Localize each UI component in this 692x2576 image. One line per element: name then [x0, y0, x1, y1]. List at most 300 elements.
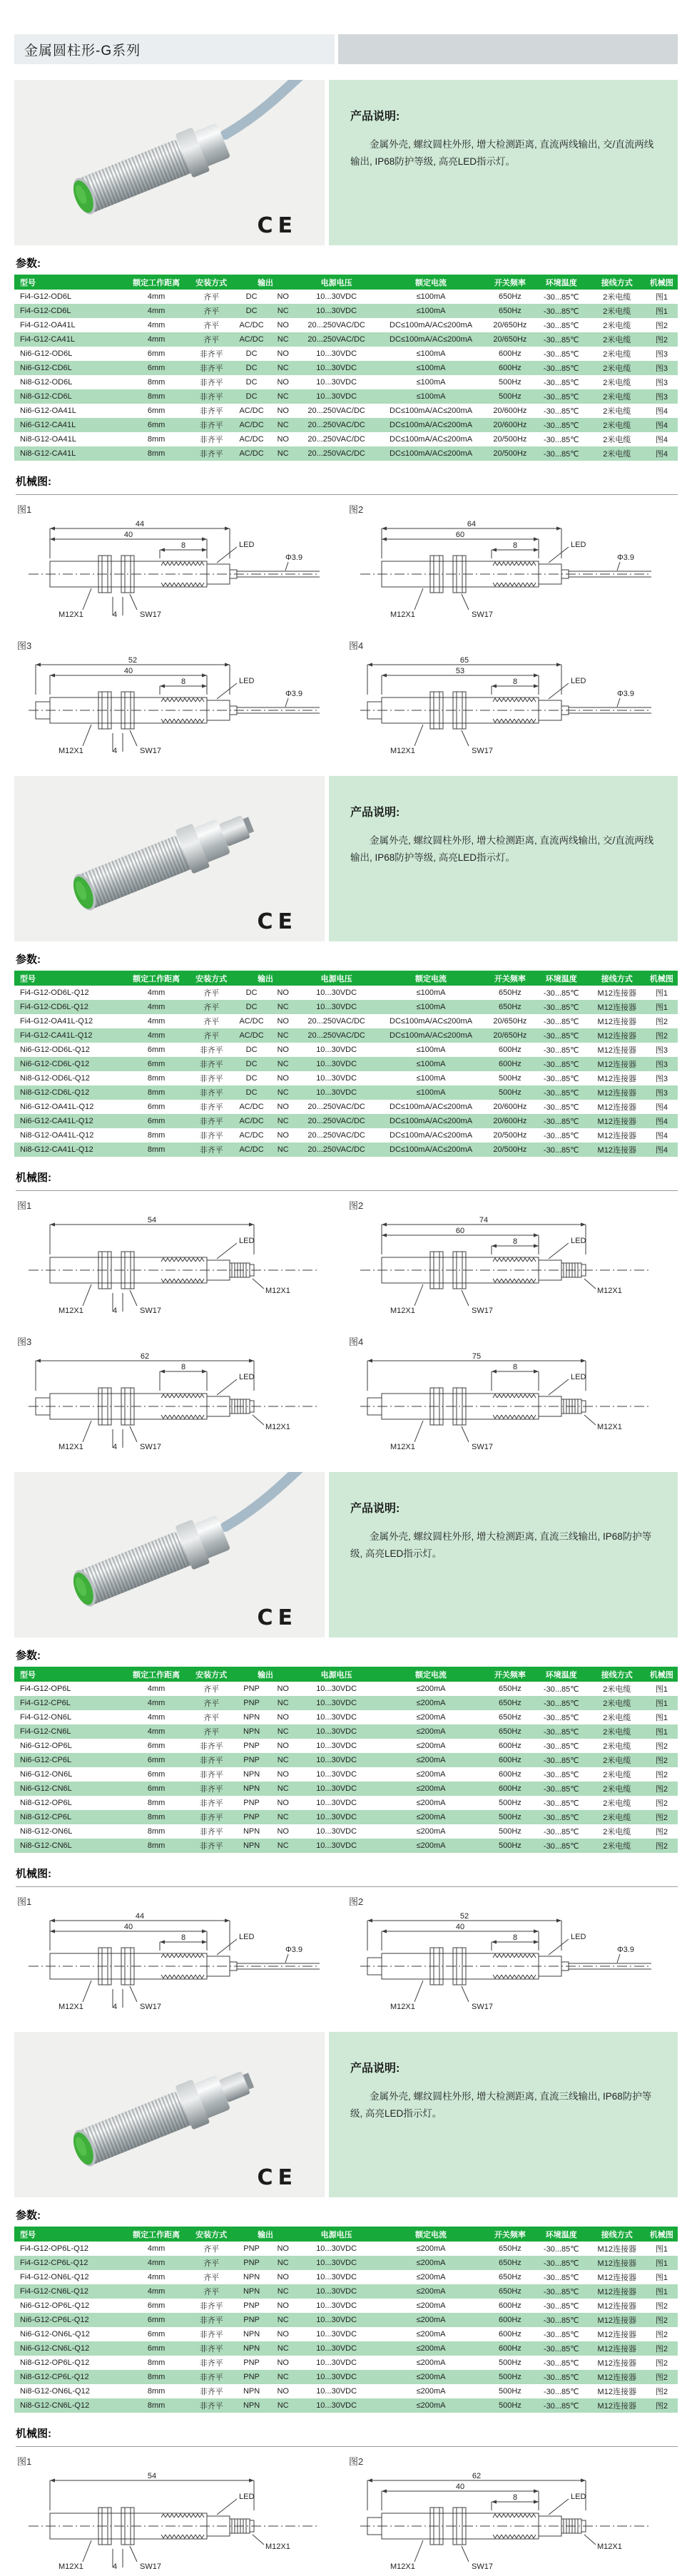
cell-mounting: 非齐平	[199, 2331, 223, 2339]
figure-label: 图2	[349, 1896, 364, 1907]
svg-text:44: 44	[135, 1912, 145, 1921]
cell-model: Fi4-G12-OD6L-Q12	[20, 988, 89, 997]
mechanical-figure	[346, 1195, 674, 1320]
table-row	[14, 1782, 678, 1796]
parameters-heading: 参数:	[16, 1650, 41, 1662]
cell-wiring: M12连接器	[597, 2359, 636, 2368]
cell-output-state: NC	[277, 2316, 289, 2324]
cell-switching-frequency: 600Hz	[499, 364, 521, 372]
svg-text:M12X1: M12X1	[58, 610, 83, 619]
cell-switching-frequency: 600Hz	[499, 1060, 521, 1068]
cell-rated-distance: 6mm	[147, 1784, 166, 1793]
cell-mech-figure: 图1	[655, 2288, 668, 2296]
cell-output-state: NO	[277, 1770, 289, 1779]
cell-mounting: 非齐平	[199, 2388, 223, 2396]
cell-output-type: AC/DC	[239, 435, 264, 444]
cell-mounting: 齐平	[203, 1032, 220, 1041]
cell-output-state: NC	[277, 2259, 289, 2267]
cell-wiring: 2米电缆	[603, 1742, 631, 1751]
cell-rated-current: ≤200mA	[416, 1699, 446, 1707]
cell-rated-distance: 4mm	[147, 1699, 166, 1707]
cell-mounting: 非齐平	[199, 436, 223, 444]
cell-rated-distance: 4mm	[147, 335, 166, 344]
cell-output-type: AC/DC	[239, 407, 264, 415]
figure-label: 图1	[17, 504, 32, 515]
cell-wiring: 2米电缆	[603, 1785, 631, 1794]
svg-text:8: 8	[180, 1363, 186, 1371]
cell-wiring: 2米电缆	[603, 379, 631, 387]
mechanical-drawing	[346, 2469, 660, 2576]
cell-mech-figure: 图4	[655, 1118, 668, 1126]
cell-supply-voltage: 10...30VDC	[316, 988, 357, 997]
cell-wiring: 2米电缆	[603, 1700, 631, 1708]
cell-wiring: M12连接器	[597, 1103, 636, 1112]
cell-rated-distance: 6mm	[147, 364, 166, 372]
cell-output-state: NC	[277, 2373, 289, 2381]
cell-output-state: NO	[277, 2387, 289, 2396]
cell-model: Ni6-G12-CA41L-Q12	[20, 1117, 93, 1125]
table-row	[14, 1043, 678, 1057]
svg-text:Φ3.9: Φ3.9	[285, 553, 303, 562]
cell-mech-figure: 图2	[655, 2331, 668, 2339]
svg-text:40: 40	[123, 1923, 133, 1931]
cell-ambient-temperature: -30...85℃	[543, 1742, 579, 1751]
svg-text:4: 4	[112, 2003, 118, 2011]
cell-switching-frequency: 20/500Hz	[493, 449, 527, 458]
svg-text:M12X1: M12X1	[597, 1287, 622, 1295]
column-header-mounting: 安装方式	[188, 2227, 234, 2242]
cell-wiring: 2米电缆	[603, 364, 631, 373]
cell-supply-voltage: 10...30VDC	[316, 2373, 357, 2381]
cell-output-type: PNP	[243, 2301, 260, 2310]
cell-mounting: 齐平	[203, 336, 220, 344]
column-header-mech-figure: 机械图	[646, 2227, 678, 2242]
table-row	[14, 290, 678, 304]
cell-rated-distance: 4mm	[147, 2259, 166, 2267]
cell-ambient-temperature: -30...85℃	[543, 1770, 579, 1779]
cell-output-type: AC/DC	[239, 1031, 264, 1040]
figure-label: 图1	[17, 1896, 32, 1907]
column-header-output-type: 输出	[234, 971, 297, 986]
svg-text:60: 60	[455, 531, 465, 539]
cell-switching-frequency: 20/650Hz	[493, 1017, 527, 1026]
ce-mark-label: CE	[257, 2165, 297, 2190]
cell-output-type: DC	[245, 307, 258, 315]
column-header-output-type: 输出	[234, 2227, 297, 2242]
cell-wiring: 2米电缆	[603, 293, 631, 302]
cell-mounting: 齐平	[203, 1685, 220, 1694]
cell-model: Fi4-G12-CN6L	[20, 1727, 71, 1736]
svg-text:SW17: SW17	[140, 1307, 161, 1315]
cell-output-type: DC	[245, 1060, 258, 1068]
figure-label: 图3	[17, 640, 32, 651]
cell-supply-voltage: 10...30VDC	[316, 2273, 357, 2281]
ce-mark-label: CE	[257, 1605, 297, 1630]
cell-switching-frequency: 600Hz	[499, 2330, 521, 2339]
cell-model: Ni6-G12-CN6L-Q12	[20, 2344, 90, 2353]
svg-text:4: 4	[112, 1307, 118, 1315]
cell-wiring: 2米电缆	[603, 393, 631, 402]
cell-mounting: 非齐平	[199, 1103, 223, 1112]
cell-supply-voltage: 20...250VAC/DC	[307, 421, 365, 429]
cell-wiring: 2米电缆	[603, 307, 631, 316]
cell-mounting: 非齐平	[199, 1828, 223, 1836]
mechanical-drawing	[346, 1909, 660, 2016]
cell-mounting: 非齐平	[199, 1132, 223, 1140]
cell-wiring: 2米电缆	[603, 1757, 631, 1765]
cell-supply-voltage: 10...30VDC	[316, 1813, 357, 1821]
cell-supply-voltage: 10...30VDC	[316, 1756, 357, 1764]
cell-mounting: 非齐平	[199, 2359, 223, 2368]
cell-switching-frequency: 650Hz	[499, 307, 521, 315]
cell-ambient-temperature: -30...85℃	[543, 349, 579, 359]
cell-model: Fi4-G12-CP6L-Q12	[20, 2259, 88, 2267]
description-text: 金属外壳, 螺纹圆柱外形, 增大检测距离, 直流三线输出, IP68防护等级, 高亮LED指示灯。	[350, 1531, 652, 1560]
cell-switching-frequency: 500Hz	[499, 1074, 521, 1083]
cell-ambient-temperature: -30...85℃	[543, 2259, 579, 2268]
svg-text:LED: LED	[239, 677, 255, 685]
description-heading: 产品说明:	[350, 807, 400, 819]
svg-text:M12X1: M12X1	[597, 2542, 622, 2551]
svg-text:SW17: SW17	[140, 747, 161, 755]
cell-rated-current: ≤100mA	[416, 1060, 446, 1068]
cell-mounting: 齐平	[203, 1003, 220, 1012]
dimension-line	[160, 678, 207, 695]
table-row	[14, 389, 678, 404]
column-header-wiring: 接线方式	[589, 1667, 646, 1682]
column-header-rated-current: 额定电流	[376, 275, 486, 290]
cell-wiring: 2米电缆	[603, 1828, 631, 1836]
cell-ambient-temperature: -30...85℃	[543, 1827, 579, 1836]
cell-wiring: 2米电缆	[603, 1814, 631, 1822]
cell-rated-distance: 8mm	[147, 378, 166, 387]
cell-supply-voltage: 20...250VAC/DC	[307, 435, 365, 444]
figure-label: 图4	[349, 1336, 364, 1347]
table-row	[14, 432, 678, 446]
cell-rated-current: ≤200mA	[416, 1813, 446, 1821]
cell-rated-current: ≤200mA	[416, 1742, 446, 1750]
cell-switching-frequency: 20/650Hz	[493, 335, 527, 344]
mechanical-drawing	[14, 517, 328, 624]
svg-text:M12X1: M12X1	[58, 2562, 83, 2571]
cell-rated-distance: 8mm	[147, 1841, 166, 1850]
cell-rated-distance: 4mm	[147, 988, 166, 997]
cell-output-type: NPN	[243, 1784, 260, 1793]
cell-ambient-temperature: -30...85℃	[543, 421, 579, 430]
cell-model: Ni8-G12-CN6L	[20, 1841, 72, 1850]
cell-switching-frequency: 500Hz	[499, 378, 521, 387]
cell-rated-distance: 8mm	[147, 435, 166, 444]
product-image	[14, 1472, 325, 1637]
cell-model: Ni8-G12-OD6L	[20, 378, 73, 387]
cell-switching-frequency: 20/500Hz	[493, 435, 527, 444]
cell-model: Ni8-G12-OP6L-Q12	[20, 2358, 90, 2367]
dimension-line	[492, 541, 539, 558]
cell-rated-distance: 8mm	[147, 1088, 166, 1097]
cell-model: Ni8-G12-CN6L-Q12	[20, 2401, 90, 2410]
cell-mech-figure: 图1	[655, 1700, 668, 1708]
cell-ambient-temperature: -30...85℃	[543, 321, 579, 330]
cell-supply-voltage: 10...30VDC	[316, 2316, 357, 2324]
cell-output-type: DC	[245, 1046, 258, 1054]
cell-ambient-temperature: -30...85℃	[543, 2344, 579, 2353]
column-header-rated-distance: 额定工作距离	[124, 1667, 188, 1682]
cell-supply-voltage: 20...250VAC/DC	[307, 449, 365, 458]
mechanical-figure	[346, 635, 674, 760]
svg-text:SW17: SW17	[140, 610, 161, 619]
cell-ambient-temperature: -30...85℃	[543, 1060, 579, 1069]
cell-output-type: PNP	[243, 1799, 260, 1807]
column-header-model: 型号	[14, 971, 124, 986]
cell-switching-frequency: 600Hz	[499, 2301, 521, 2310]
cell-mounting: 齐平	[203, 293, 220, 302]
cell-rated-distance: 8mm	[147, 1074, 166, 1083]
table-row	[14, 1057, 678, 1071]
mechanical-figures	[14, 2451, 678, 2576]
cell-rated-distance: 4mm	[147, 2287, 166, 2296]
cell-mech-figure: 图2	[655, 1757, 668, 1765]
column-header-supply-voltage: 电源电压	[297, 971, 376, 986]
column-header-rated-distance: 额定工作距离	[124, 2227, 188, 2242]
svg-text:40: 40	[123, 667, 133, 675]
cell-mech-figure: 图2	[655, 2345, 668, 2353]
cell-rated-distance: 6mm	[147, 407, 166, 415]
cell-output-state: NC	[277, 364, 289, 372]
dimension-line	[367, 1352, 586, 1391]
cell-rated-distance: 8mm	[147, 2358, 166, 2367]
cell-output-state: NC	[277, 2344, 289, 2353]
cell-output-type: NPN	[243, 2387, 260, 2396]
cell-mech-figure: 图1	[655, 2245, 668, 2254]
cell-supply-voltage: 10...30VDC	[316, 2401, 357, 2410]
cell-supply-voltage: 10...30VDC	[316, 1074, 357, 1083]
cell-output-type: DC	[245, 392, 258, 401]
svg-text:LED: LED	[571, 1237, 586, 1245]
cell-supply-voltage: 10...30VDC	[316, 378, 357, 387]
cell-output-type: PNP	[243, 1813, 260, 1821]
svg-text:M12X1: M12X1	[58, 2003, 83, 2011]
cell-mech-figure: 图2	[655, 1842, 668, 1851]
column-header-rated-distance: 额定工作距离	[124, 971, 188, 986]
svg-text:LED: LED	[239, 541, 255, 549]
cell-output-state: NC	[277, 1031, 289, 1040]
cell-supply-voltage: 10...30VDC	[316, 2387, 357, 2396]
cell-ambient-temperature: -30...85℃	[543, 2301, 579, 2311]
cell-rated-current: DC≤100mA/AC≤200mA	[390, 1131, 473, 1140]
cell-model: Ni6-G12-CA41L	[20, 421, 76, 429]
cell-supply-voltage: 10...30VDC	[316, 2330, 357, 2339]
cell-supply-voltage: 10...30VDC	[316, 1685, 357, 1693]
cell-rated-current: ≤200mA	[416, 1827, 446, 1836]
cell-mounting: 非齐平	[199, 1799, 223, 1808]
cell-mounting: 非齐平	[199, 393, 223, 402]
svg-text:40: 40	[455, 1923, 465, 1931]
cell-switching-frequency: 20/600Hz	[493, 407, 527, 415]
cell-wiring: M12连接器	[597, 2345, 636, 2353]
cell-switching-frequency: 650Hz	[499, 2273, 521, 2281]
table-row	[14, 418, 678, 432]
cell-switching-frequency: 500Hz	[499, 392, 521, 401]
mechanical-heading: 机械图:	[16, 2426, 678, 2447]
table-header-row	[14, 275, 678, 290]
cell-mech-figure: 图2	[655, 1742, 668, 1751]
cell-mech-figure: 图1	[655, 1714, 668, 1722]
cell-switching-frequency: 600Hz	[499, 1046, 521, 1054]
cell-ambient-temperature: -30...85℃	[543, 2387, 579, 2396]
cell-wiring: M12连接器	[597, 2388, 636, 2396]
cell-mounting: 非齐平	[199, 1814, 223, 1822]
description-heading: 产品说明:	[350, 2063, 400, 2075]
cell-supply-voltage: 10...30VDC	[316, 2287, 357, 2296]
cell-wiring: M12连接器	[597, 1046, 636, 1055]
cell-rated-distance: 6mm	[147, 2330, 166, 2339]
cell-supply-voltage: 10...30VDC	[316, 1799, 357, 1807]
cell-ambient-temperature: -30...85℃	[543, 1756, 579, 1765]
cell-ambient-temperature: -30...85℃	[543, 407, 579, 416]
cell-ambient-temperature: -30...85℃	[543, 2273, 579, 2282]
svg-text:M12X1: M12X1	[390, 2562, 415, 2571]
figure-label: 图1	[17, 2456, 32, 2467]
cell-output-state: NO	[277, 1017, 289, 1026]
svg-text:M12X1: M12X1	[390, 1443, 415, 1451]
cell-mounting: 非齐平	[199, 1771, 223, 1779]
mechanical-figure	[14, 1332, 342, 1456]
cell-supply-voltage: 20...250VAC/DC	[307, 1145, 365, 1154]
cell-switching-frequency: 20/600Hz	[493, 1103, 527, 1111]
cell-mech-figure: 图2	[655, 336, 668, 344]
svg-text:LED: LED	[571, 1933, 586, 1941]
cell-supply-voltage: 10...30VDC	[316, 1841, 357, 1850]
cell-rated-current: DC≤100mA/AC≤200mA	[390, 1031, 473, 1040]
cell-mounting: 非齐平	[199, 1785, 223, 1794]
mechanical-drawing	[14, 1349, 328, 1456]
dimension-line	[160, 1363, 207, 1391]
cell-wiring: M12连接器	[597, 2288, 636, 2296]
column-header-mounting: 安装方式	[188, 1667, 234, 1682]
mechanical-drawing	[14, 1909, 328, 2016]
cell-wiring: M12连接器	[597, 1146, 636, 1155]
cell-rated-distance: 6mm	[147, 2344, 166, 2353]
cell-model: Ni8-G12-OA41L	[20, 435, 76, 444]
cell-rated-current: DC≤100mA/AC≤200mA	[390, 1017, 473, 1026]
cell-rated-distance: 4mm	[147, 1713, 166, 1722]
cell-model: Fi4-G12-CD6L-Q12	[20, 1003, 88, 1011]
cell-output-state: NO	[277, 2358, 289, 2367]
cell-model: Fi4-G12-CA41L-Q12	[20, 1031, 93, 1040]
cell-supply-voltage: 20...250VAC/DC	[307, 407, 365, 415]
column-header-mounting: 安装方式	[188, 275, 234, 290]
cell-mounting: 非齐平	[199, 1118, 223, 1126]
cell-ambient-temperature: -30...85℃	[543, 2401, 579, 2411]
cell-output-type: NPN	[243, 2344, 260, 2353]
column-header-ambient-temperature: 环境温度	[534, 2227, 589, 2242]
mechanical-figure	[346, 499, 674, 624]
cell-rated-current: ≤200mA	[416, 1770, 446, 1779]
cell-wiring: 2米电缆	[603, 350, 631, 359]
cell-rated-distance: 4mm	[147, 1003, 166, 1011]
table-row	[14, 446, 678, 461]
cell-switching-frequency: 20/600Hz	[493, 421, 527, 429]
cell-rated-current: DC≤100mA/AC≤200mA	[390, 321, 473, 329]
cell-output-state: NC	[277, 1088, 289, 1097]
cell-output-state: NO	[277, 1827, 289, 1836]
product-section	[14, 776, 678, 1456]
cell-output-state: NC	[277, 307, 289, 315]
svg-text:LED: LED	[571, 541, 586, 549]
cell-ambient-temperature: -30...85℃	[543, 1799, 579, 1808]
cell-output-type: NPN	[243, 1770, 260, 1779]
cell-model: Ni8-G12-CA41L-Q12	[20, 1145, 93, 1154]
cell-output-state: NC	[277, 1784, 289, 1793]
cell-ambient-temperature: -30...85℃	[543, 2316, 579, 2325]
cell-wiring: 2米电缆	[603, 1842, 631, 1851]
cell-rated-distance: 6mm	[147, 2316, 166, 2324]
figure-label: 图3	[17, 1336, 32, 1347]
cell-output-type: PNP	[243, 2244, 260, 2253]
cell-wiring: M12连接器	[597, 2259, 636, 2268]
cell-output-type: AC/DC	[239, 335, 264, 344]
cell-mech-figure: 图3	[655, 1046, 668, 1055]
cell-output-type: AC/DC	[239, 1017, 264, 1026]
cell-ambient-temperature: -30...85℃	[543, 2330, 579, 2339]
cell-rated-distance: 4mm	[147, 1685, 166, 1693]
page-title-bar	[14, 34, 678, 64]
cell-supply-voltage: 10...30VDC	[316, 1827, 357, 1836]
cell-supply-voltage: 20...250VAC/DC	[307, 321, 365, 329]
cell-model: Ni8-G12-ON6L-Q12	[20, 2387, 90, 2396]
cell-output-type: NPN	[243, 1727, 260, 1736]
table-row	[14, 1767, 678, 1782]
cell-rated-distance: 8mm	[147, 2373, 166, 2381]
mechanical-figure	[14, 635, 342, 760]
cell-rated-current: ≤200mA	[416, 1727, 446, 1736]
column-header-mech-figure: 机械图	[646, 1667, 678, 1682]
table-row	[14, 404, 678, 418]
cell-model: Fi4-G12-CN6L-Q12	[20, 2287, 88, 2296]
svg-text:64: 64	[467, 520, 477, 528]
dimension-line	[50, 2472, 254, 2510]
cell-mounting: 非齐平	[199, 350, 223, 359]
table-row	[14, 304, 678, 318]
cell-model: Ni8-G12-CP6L	[20, 1813, 72, 1821]
svg-text:8: 8	[512, 541, 518, 550]
table-header-row	[14, 1667, 678, 1682]
cell-output-type: PNP	[243, 1685, 260, 1693]
cell-output-type: DC	[245, 364, 258, 372]
svg-text:4: 4	[112, 747, 118, 755]
product-description-box	[329, 2032, 678, 2197]
cell-switching-frequency: 650Hz	[499, 2244, 521, 2253]
cell-switching-frequency: 650Hz	[499, 1685, 521, 1693]
svg-text:40: 40	[455, 2483, 465, 2491]
cell-output-state: NC	[277, 1813, 289, 1821]
cell-ambient-temperature: -30...85℃	[543, 378, 579, 387]
table-row	[14, 1100, 678, 1114]
cell-switching-frequency: 650Hz	[499, 988, 521, 997]
svg-text:LED: LED	[239, 1933, 255, 1941]
title-bar-right-panel	[338, 34, 678, 64]
cell-mounting: 非齐平	[199, 2302, 223, 2311]
cell-ambient-temperature: -30...85℃	[543, 392, 579, 402]
svg-text:54: 54	[147, 1216, 157, 1225]
cell-rated-current: DC≤100mA/AC≤200mA	[390, 1145, 473, 1154]
cell-mech-figure: 图4	[655, 1132, 668, 1140]
table-row	[14, 1682, 678, 1696]
cell-rated-current: DC≤100mA/AC≤200mA	[390, 421, 473, 429]
svg-text:LED: LED	[571, 1373, 586, 1381]
cell-rated-distance: 6mm	[147, 421, 166, 429]
table-row	[14, 375, 678, 389]
